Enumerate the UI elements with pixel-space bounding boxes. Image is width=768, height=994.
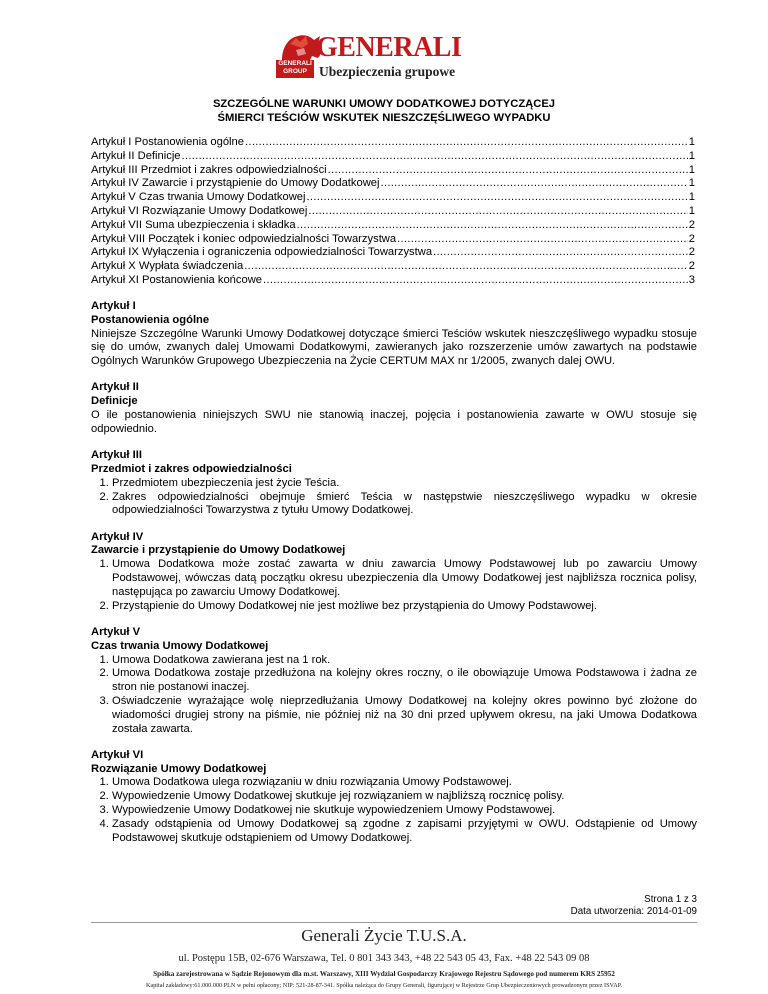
list-item: 2. Przystąpienie do Umowy Dodatkowej nie jest możliwe bez przystąpienia do Umowy Podstawowej. (112, 600, 697, 614)
list-item: 2. Wypowiedzenie Umowy Dodatkowej skutkuje jej rozwiązaniem w najbliższą rocznicę polisy. (112, 790, 697, 804)
article-heading: Przedmiot i zakres odpowiedzialności (91, 462, 292, 475)
title-line-2: ŚMIERCI TEŚCIÓW WSKUTEK NIESZCZĘŚLIWEGO WYPADKU (217, 112, 551, 124)
list-item: 3. Oświadczenie wyrażające wolę nieprzedłużania Umowy Dodatkowej na kolejny okres powinno być złożone do wiadomości drugiej strony na piśmie, nie później niż na 30 dni przed upływem okresu, na jaki Umowa Dodatkowa została zawarta. (112, 695, 697, 736)
list-item: 1. Umowa Dodatkowa ulega rozwiązaniu w dniu rozwiązania Umowy Podstawowej. (112, 776, 697, 790)
article-list (91, 654, 697, 737)
article-text: Niniejsze Szczególne Warunki Umowy Dodatkowej dotyczące śmierci Teściów wskutek nieszczęśliwego wypadku stosuje się do umów, zwanych dalej Umowami Dodatkowymi, zawieranych jako rozszerzenie umów zawartych na podstawie Ogólnych Warunków Grupowego Ubezpieczenia na Życie CERTUM MAX nr 1/2005, zwanych dalej OWU. (91, 327, 697, 368)
article-heading: Zawarcie i przystąpienie do Umowy Dodatkowej (91, 544, 346, 557)
title-line-1: SZCZEGÓLNE WARUNKI UMOWY DODATKOWEJ DOTYCZĄCEJ (212, 98, 556, 110)
article-list (91, 558, 697, 613)
list-item: 3. Wypowiedzenie Umowy Dodatkowej nie skutkuje wypowiedzeniem Umowy Podstawowej. (112, 804, 697, 818)
footer-registration: Spółka zarejestrowana w Sądzie Rejonowym dla m.st. Warszawy, XIII Wydział Gospodarczy Krajowego Rejestru Sądowego pod numerem KRS 25952 (153, 970, 615, 978)
article-list (91, 776, 697, 845)
generali-group-emblem: GENERALI GROUP (276, 60, 314, 78)
footer-divider (91, 922, 697, 923)
article-heading: Rozwiązanie Umowy Dodatkowej (91, 762, 267, 775)
creation-date: Data utworzenia: 2014-01-09 (570, 906, 697, 917)
toc-entry[interactable]: Artykuł XI Postanowienia końcowe ..... 3 (91, 274, 695, 288)
brand-tagline: Ubezpieczenia grupowe (319, 64, 456, 79)
document-title (0, 97, 768, 125)
toc-entry[interactable]: Artykuł III Przedmiot i zakres odpowiedzialności ..... 1 (91, 164, 695, 178)
article-6 (91, 749, 697, 846)
article-number: Artykuł II (91, 381, 139, 394)
list-item: 2. Umowa Dodatkowa zostaje przedłużona na kolejny okres roczny, o ile obowiązuje Umowa Podstawowa i żadna ze stron nie postanowi inaczej. (112, 667, 697, 695)
document-body (91, 300, 697, 858)
toc-entry[interactable]: Artykuł IV Zawarcie i przystąpienie do Umowy Dodatkowej ..... 1 (91, 177, 695, 191)
footer-company: Generali Życie T.U.S.A. (301, 926, 467, 945)
footer-capital: Kapitał zakładowy:61.000.000 PLN w pełni opłacony; NIP: 521-28-87-341. Spółka należąca do Grupy Generali, figurującej w Rejestrze Grup Ubezpieczeniowych prowadzonym przez ISVAP. (145, 982, 622, 989)
table-of-contents (91, 136, 695, 288)
article-heading: Definicje (91, 395, 138, 408)
toc-entry[interactable]: Artykuł V Czas trwania Umowy Dodatkowej ..... 1 (91, 191, 695, 205)
article-5 (91, 626, 697, 736)
page-number: Strona 1 z 3 (644, 894, 697, 905)
toc-entry[interactable]: Artykuł II Definicje ..... 1 (91, 150, 695, 164)
toc-entry[interactable]: Artykuł VII Suma ubezpieczenia i składka ..... 2 (91, 219, 695, 233)
footer-address: ul. Postępu 15B, 02-676 Warszawa, Tel. 0 801 343 343, +48 22 543 05 43, Fax. +48 22 543 09 08 (178, 953, 590, 964)
toc-entry[interactable]: Artykuł VI Rozwiązanie Umowy Dodatkowej ..... 1 (91, 205, 695, 219)
article-list (91, 477, 697, 518)
article-4 (91, 531, 697, 614)
list-item: 2. Zakres odpowiedzialności obejmuje śmierć Teścia w następstwie nieszczęśliwego wypadku w okresie odpowiedzialności Towarzystwa z tytułu Umowy Dodatkowej. (112, 491, 697, 519)
article-2 (91, 381, 697, 436)
brand-name: GENERALI (316, 32, 462, 63)
page-info (571, 894, 697, 918)
list-item: 1. Przedmiotem ubezpieczenia jest życie Teścia. (112, 477, 697, 491)
article-heading: Postanowienia ogólne (91, 313, 210, 326)
toc-entry[interactable]: Artykuł IX Wyłączenia i ograniczenia odpowiedzialności Towarzystwa ..... 2 (91, 246, 695, 260)
generali-logo (276, 30, 476, 82)
list-item: 4. Zasady odstąpienia od Umowy Dodatkowej są zgodne z zapisami przyjętymi w OWU. Odstąpienie od Umowy Podstawowej skutkuje odstąpieniem od Umowy Dodatkowej. (112, 818, 697, 846)
article-number: Artykuł VI (91, 748, 144, 761)
toc-entry[interactable]: Artykuł I Postanowienia ogólne ..... 1 (91, 136, 695, 150)
article-number: Artykuł III (91, 449, 142, 462)
article-number: Artykuł IV (91, 530, 144, 543)
list-item: 1. Umowa Dodatkowa może zostać zawarta w dniu zawarcia Umowy Podstawowej lub po zawarciu Umowy Podstawowej, wówczas datą początku okresu ubezpieczenia dla Umowy Dodatkowej jest najbliższa rocznica polisy, następująca po zawarciu Umowy Dodatkowej. (112, 558, 697, 599)
article-number: Artykuł I (91, 300, 136, 312)
article-3 (91, 449, 697, 518)
toc-entry[interactable]: Artykuł X Wypłata świadczenia ..... 2 (91, 260, 695, 274)
article-number: Artykuł V (91, 625, 141, 638)
article-text: O ile postanowienia niniejszych SWU nie stanowią inaczej, pojęcia i postanowienia zawarte w OWU stosuje się odpowiednio. (91, 409, 697, 435)
article-heading: Czas trwania Umowy Dodatkowej (91, 639, 269, 652)
list-item: 1. Umowa Dodatkowa zawierana jest na 1 rok. (112, 654, 697, 668)
article-1 (91, 300, 697, 369)
toc-entry[interactable]: Artykuł VIII Początek i koniec odpowiedzialności Towarzystwa ..... 2 (91, 233, 695, 247)
